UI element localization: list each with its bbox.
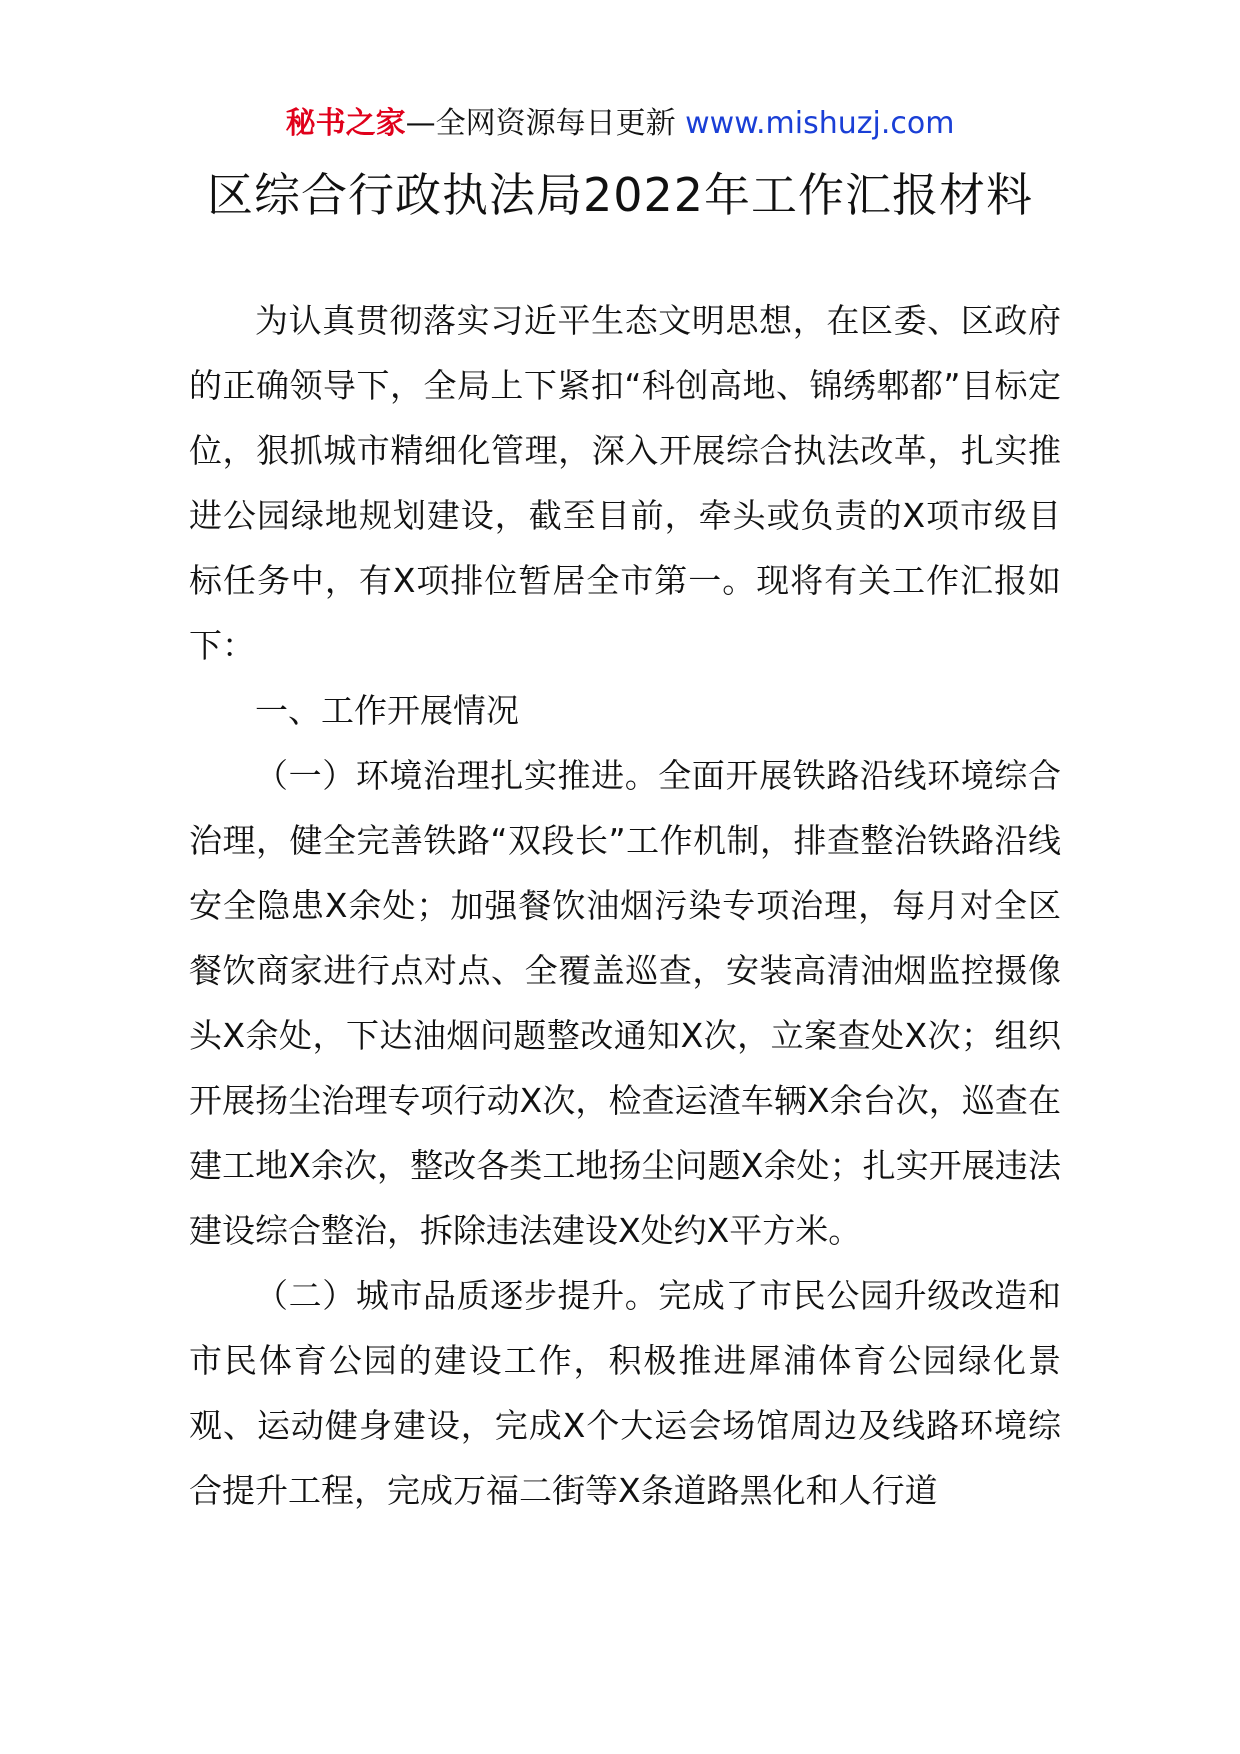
- site-url-link[interactable]: www.mishuzj.com: [685, 106, 955, 141]
- document-title: 区综合行政执法局2022年工作汇报材料: [206, 168, 1034, 222]
- paragraph-environment-governance: （一）环境治理扎实推进。全面开展铁路沿线环境综合治理，健全完善铁路“双段长”工作机制，排查整治铁路沿线安全隐患X余处；加强餐饮油烟污染专项治理，每月对全区餐饮商家进行点对点、全覆盖巡查，安装高清油烟监控摄像头X余处，下达油烟问题整改通知X次，立案查处X次；组织开展扬尘治理专项行动X次，检查运渣车辆X余台次，巡查在建工地X余次，整改各类工地扬尘问题X余处；扎实开展违法建设综合整治，拆除违法建设X处约X平方米。: [189, 756, 1061, 1250]
- site-header: [0, 104, 1240, 144]
- document-body: [189, 288, 1061, 1523]
- site-slogan: —全网资源每日更新: [405, 106, 676, 141]
- section-heading-work-status: 一、工作开展情况: [255, 691, 519, 730]
- intro-paragraph: 为认真贯彻落实习近平生态文明思想，在区委、区政府的正确领导下，全局上下紧扣“科创高地、锦绣郫都”目标定位，狠抓城市精细化管理，深入开展综合执法改革，扎实推进公园绿地规划建设，截至目前，牵头或负责的X项市级目标任务中，有X项排位暂居全市第一。现将有关工作汇报如下：: [189, 301, 1061, 665]
- paragraph-city-quality: （二）城市品质逐步提升。完成了市民公园升级改造和市民体育公园的建设工作，积极推进犀浦体育公园绿化景观、运动健身建设，完成X个大运会场馆周边及线路环境综合提升工程，完成万福二街等X条道路黑化和人行道: [189, 1276, 1061, 1510]
- site-brand: 秘书之家: [285, 106, 406, 141]
